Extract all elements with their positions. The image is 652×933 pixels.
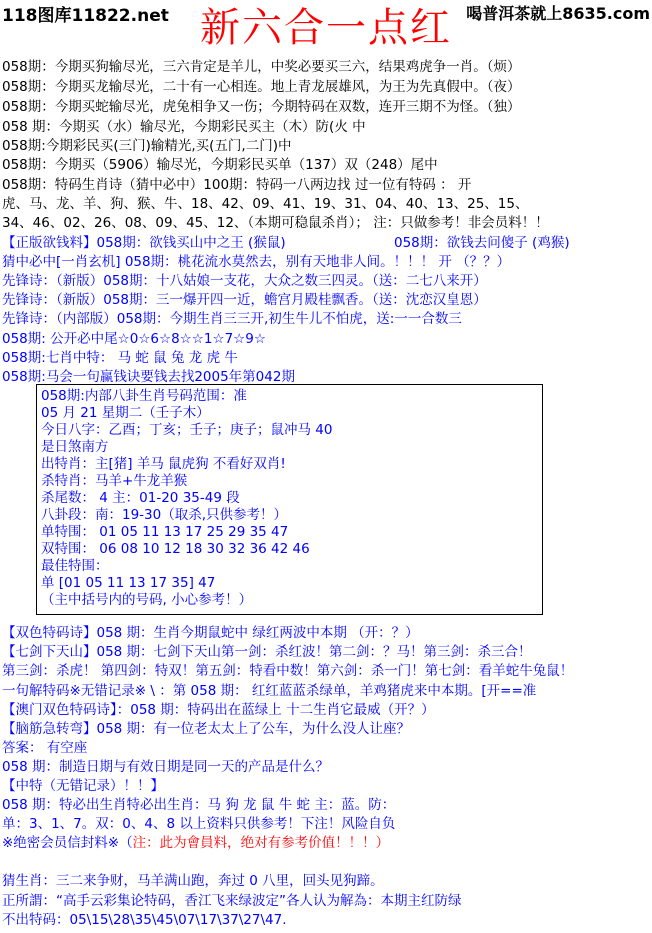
text-line-blue: 正所謂：“高手云彩集论特码，香江飞来绿波定”各人认为解為：本期主红防绿 — [2, 893, 462, 909]
box-line: 058期:内部八卦生肖号码范围：准 — [41, 388, 247, 404]
text-line-blue: 答案： 有空座 — [2, 740, 88, 756]
text-line-blue: 【脑筋急转弯】058 期：有一位老太太上了公车，为什么没人让座？ — [2, 721, 411, 737]
text-line-blue: 先锋诗：（新版）058期：三一爆开四一近，蟾宫月殿桂飘香。（送：沈恋汉皇恩） — [2, 292, 487, 308]
text-line-blue: 058期:七肖中特： 马 蛇 鼠 兔 龙 虎 牛 — [2, 350, 238, 366]
text-line-mixed — [2, 834, 389, 853]
text-line-blue: 【正版欲钱料】058期：欲钱买山中之王 (猴鼠) — [2, 235, 286, 251]
header-right-site: 喝普洱茶就上8635.com — [466, 4, 650, 23]
text-line: 058 期：今期买（水）输尽光，今期彩民买主（木）防(火 中 — [2, 119, 366, 135]
box-line: 最佳特围： — [41, 558, 109, 574]
prediction-box — [36, 384, 543, 615]
text-line-blue: 【双色特码诗】058 期：生肖今期鼠蛇中 绿红两波中本期 （开：？） — [2, 625, 419, 641]
box-line: 出特肖：主[猪] 羊马 鼠虎狗 不看好双肖! — [41, 456, 286, 472]
box-line: 今日八字：乙酉；丁亥；壬子；庚子；鼠冲马 40 — [41, 422, 333, 438]
text-line-blue: 一句解特码※无错记录※ \ ：第 058 期： 红红蓝蓝杀绿单，羊鸡猪虎来中本期。[开==准 — [2, 683, 537, 699]
text-line-blue: 058期: 公开必中尾☆0☆6☆8☆☆1☆7☆9☆ — [2, 331, 266, 347]
text-line-blue: 猜中必中[一肖玄机] 058期：桃花流水莫然去，别有天地非人间。！！！ 开 （？？） — [2, 254, 511, 270]
text-line-blue: 058 期：特必出生肖特必出生肖：马 狗 龙 鼠 牛 蛇 主：蓝。防： — [2, 797, 396, 813]
box-line: 八卦段：南：19-30（取杀,只供参考！） — [41, 507, 288, 523]
member-note: 注：此为會員料，绝对有参考价值！！！） — [132, 835, 390, 851]
text-line-blue: 第三剑：杀虎！ 第四剑：特双！第五剑：特看中数！第六剑：杀一门！第七剑：看羊蛇牛兔鼠！ — [2, 663, 574, 679]
member-label: ※绝密会员信封料※（ — [2, 835, 133, 851]
text-line-blue: 先锋诗：（内部版）058期：今期生肖三三开,初生牛儿不怕虎，送:一一合数三 — [2, 311, 462, 327]
text-line-blue: 不出特码：05\15\28\35\45\07\17\37\27\47. — [2, 912, 287, 928]
box-line: 杀特肖：马羊+牛龙羊猴 — [41, 473, 188, 489]
header-left-site: 118图库11822.net — [2, 6, 169, 26]
page-title: 新六合一点红 — [200, 5, 452, 51]
text-line-blue: 058期:马会一句赢钱诀要钱去找2005年第042期 — [2, 369, 295, 385]
text-line-blue: 058 期：制造日期与有效日期是同一天的产品是什么？ — [2, 759, 330, 775]
text-line: 058期：今期买蛇输尽光，虎兔相争又一伤；今期特码在双数，连开三期不为怪。（独） — [2, 99, 521, 115]
box-line: 杀尾数： 4 主：01-20 35-49 段 — [41, 490, 240, 506]
text-line: 虎、马、龙、羊、狗、猴、牛、18、42、09、41、19、31、04、40、13、25、15、 — [2, 196, 529, 212]
text-line-blue: 【中特（无错记录）！！】 — [2, 778, 164, 794]
box-line: 单特围： 01 05 11 13 17 25 29 35 47 — [41, 524, 289, 540]
text-line-blue: 先锋诗：（新版）058期：十八姑娘一支花，大众之数三四灵。（送：二七八来开） — [2, 273, 487, 289]
text-line-blue: 058期：欲钱去问傻子 (鸡猴) — [394, 235, 570, 251]
text-line: 058期：今期买龙输尽光，二十有一心相连。地上青龙展雄风，为王为先真假中。（夜） — [2, 79, 521, 95]
box-line: 05 月 21 星期二（壬子木） — [41, 405, 210, 421]
box-line: （主中括号内的号码, 小心参考！） — [41, 592, 253, 608]
text-line: 34、46、02、26、08、09、45、12、（本期可稳鼠杀肖）； 注：只做参考！非会员料！！ — [2, 215, 549, 231]
box-line: 是日煞南方 — [41, 439, 109, 455]
text-line-blue: 单：3、1、7。双：0、4、8 以上资料只供参考！下注！风险自负 — [2, 816, 396, 832]
text-line-blue: 猜生肖：三二来争财，马羊满山跑，奔过 0 八里，回头见狗蹄。 — [2, 873, 384, 889]
box-line: 单 [01 05 11 13 17 35] 47 — [41, 575, 216, 591]
text-line: 058期：今期买狗输尽光，三六肯定是羊儿，中奖必要买三六，结果鸡虎争一肖。（烦） — [2, 59, 521, 75]
text-line-blue: 【澳门双色特码诗】：058 期：特码出在蓝绿上 十二生肖它最威（开？） — [2, 702, 435, 718]
text-line-blue: 【七剑下天山】058 期：七剑下天山第一剑：杀红波！第二剑：？马！第三剑：杀三合！ — [2, 644, 532, 660]
box-line: 双特围： 06 08 10 12 18 30 32 36 42 46 — [41, 541, 310, 557]
text-line: 058期：今期买（5906）输尽光，今期彩民买单（137）双（248）尾中 — [2, 157, 438, 173]
text-line: 058期:今期彩民买(三门)输精光,买(五门,二门)中 — [2, 138, 292, 154]
text-line: 058期：特码生肖诗（猜中必中）100期：特码一八两边找 过一位有特码 ： 开 — [2, 177, 472, 193]
